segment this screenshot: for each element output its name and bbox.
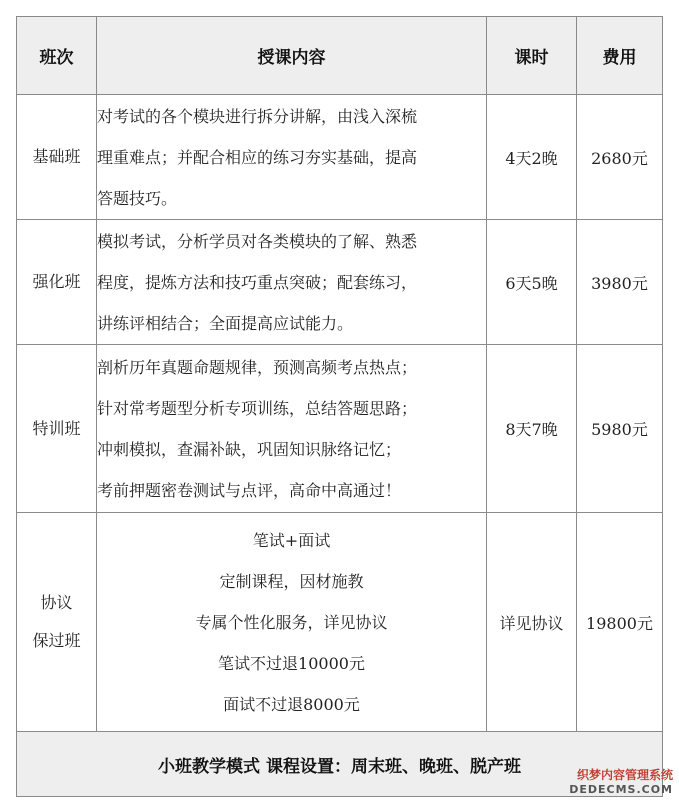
- header-class: 班次: [17, 17, 97, 95]
- class-name-line: 保过班: [32, 631, 81, 650]
- table-footer-row: [17, 732, 663, 797]
- table-row: [17, 345, 663, 513]
- content-line: 模拟考试，分析学员对各类模块的了解、熟悉: [97, 231, 418, 251]
- hours-cell: 详见协议: [487, 513, 577, 732]
- fee-cell: 2680元: [577, 95, 663, 220]
- class-name-cell: [17, 95, 97, 220]
- class-name: 特训班: [32, 418, 81, 438]
- content-line: 面试不过退8000元: [223, 694, 360, 714]
- content-cell: [97, 513, 487, 732]
- table-header-row: [17, 17, 663, 95]
- content-line: 冲刺模拟，查漏补缺，巩固知识脉络记忆；: [97, 439, 402, 459]
- content-line: 针对常考题型分析专项训练，总结答题思路；: [97, 398, 418, 418]
- fee-cell: 3980元: [577, 220, 663, 345]
- content-line: 对考试的各个模块进行拆分讲解，由浅入深梳: [97, 106, 418, 126]
- content-line: 笔试不过退10000元: [218, 653, 365, 673]
- content-line: 讲练评相结合；全面提高应试能力。: [97, 313, 354, 333]
- content-line: 定制课程，因材施教: [219, 571, 364, 591]
- header-fee: 费用: [577, 17, 663, 95]
- header-hours: 课时: [487, 17, 577, 95]
- hours-cell: 6天5晚: [487, 220, 577, 345]
- table-row: [17, 220, 663, 345]
- watermark: [569, 766, 673, 796]
- class-name: 强化班: [32, 272, 81, 291]
- hours-cell: 4天2晚: [487, 95, 577, 220]
- content-line: 剖析历年真题命题规律，预测高频考点热点；: [97, 357, 418, 377]
- watermark-cn: 织梦内容管理系统: [576, 768, 673, 782]
- content-cell: [97, 345, 487, 513]
- content-line: 程度，提炼方法和技巧重点突破；配套练习，: [97, 272, 418, 292]
- content-line: 考前押题密卷测试与点评，高命中高通过！: [97, 480, 402, 500]
- table-row: [17, 513, 663, 732]
- header-content: 授课内容: [97, 17, 487, 95]
- class-name-cell: [17, 345, 97, 513]
- content-cell: [97, 220, 487, 345]
- table-row: [17, 95, 663, 220]
- content-line: 笔试+面试: [252, 530, 331, 550]
- class-name-line: 协议: [40, 593, 73, 612]
- watermark-en: DEDECMS.COM: [569, 783, 673, 796]
- course-table: [16, 16, 663, 797]
- class-name-cell: [17, 513, 97, 732]
- hours-cell: 8天7晚: [487, 345, 577, 513]
- content-cell: [97, 95, 487, 220]
- content-line: 答题技巧。: [97, 188, 178, 208]
- class-name: 基础班: [32, 147, 81, 166]
- content-line: 专属个性化服务，详见协议: [195, 612, 388, 632]
- course-settings-footer: 小班教学模式 课程设置：周末班、晚班、脱产班: [17, 732, 663, 797]
- class-name-cell: [17, 220, 97, 345]
- fee-cell: 19800元: [577, 513, 663, 732]
- fee-cell: 5980元: [577, 345, 663, 513]
- content-line: 理重难点；并配合相应的练习夯实基础，提高: [97, 147, 418, 167]
